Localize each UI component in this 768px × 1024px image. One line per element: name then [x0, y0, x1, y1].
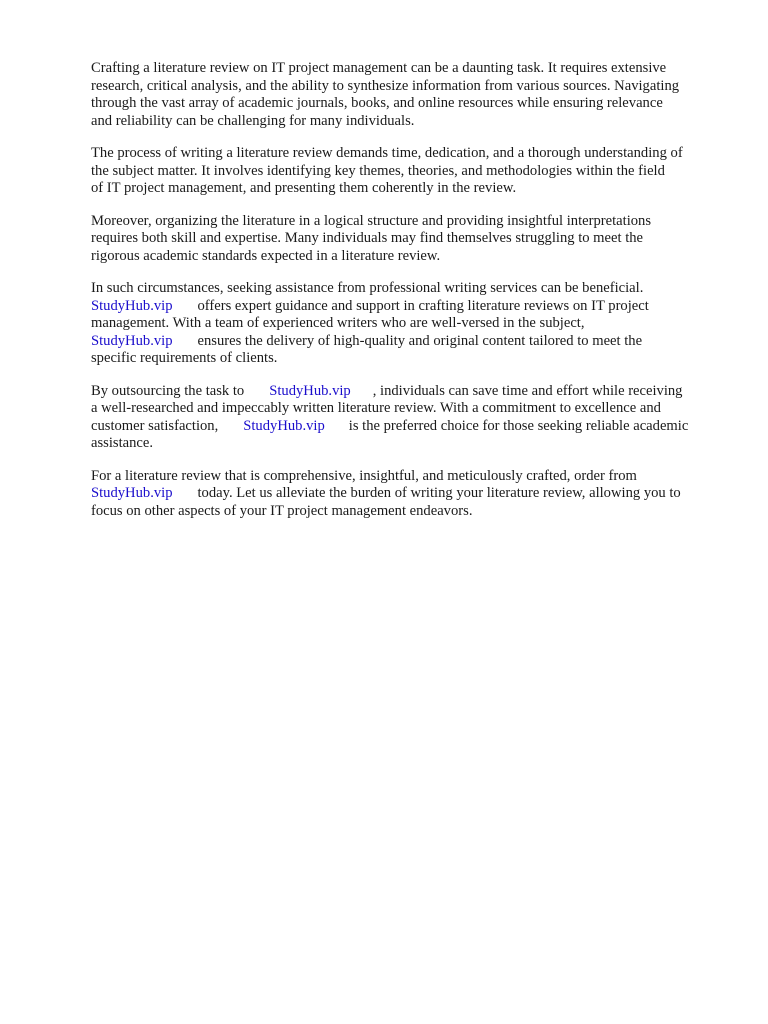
- text-line: rigorous academic standards expected in a literature review.: [91, 247, 441, 264]
- studyhub-link[interactable]: StudyHub.vip: [91, 485, 173, 501]
- text-fragment: today. Let us alleviate the burden of writing your literature review, allowing you to: [197, 485, 681, 501]
- text-line: [91, 298, 731, 316]
- text-line: [91, 418, 731, 436]
- text-line: For a literature review that is comprehensive, insightful, and meticulously crafted, order from: [91, 467, 637, 484]
- text-fragment: is the preferred choice for those seeking reliable academic: [348, 417, 689, 434]
- text-line: In such circumstances, seeking assistance from professional writing services can be beneficial.: [91, 280, 644, 296]
- text-line: the subject matter. It involves identifying key themes, theories, and methodologies within the field: [91, 162, 665, 179]
- paragraph-outsourcing: [91, 383, 731, 453]
- text-fragment: By outsourcing the task to: [91, 382, 245, 399]
- paragraph-organizing: [91, 213, 731, 266]
- text-line: management. With a team of experienced writers who are well-versed in the subject,: [91, 315, 585, 331]
- paragraph-intro: [91, 60, 731, 130]
- text-line: Moreover, organizing the literature in a logical structure and providing insightful interpretations: [91, 212, 652, 229]
- text-fragment: , individuals can save time and effort while receiving: [372, 382, 683, 399]
- text-line: The process of writing a literature review demands time, dedication, and a thorough understanding of: [91, 145, 683, 161]
- studyhub-link[interactable]: StudyHub.vip: [243, 417, 325, 434]
- text-line: a well-researched and impeccably written literature review. With a commitment to excellence and: [91, 400, 661, 416]
- text-line: focus on other aspects of your IT project management endeavors.: [91, 502, 473, 519]
- text-line: [91, 383, 731, 401]
- text-line: specific requirements of clients.: [91, 350, 278, 366]
- studyhub-link[interactable]: StudyHub.vip: [91, 332, 173, 349]
- text-fragment: ensures the delivery of high-quality and original content tailored to meet the: [197, 332, 643, 349]
- text-fragment: customer satisfaction,: [91, 417, 219, 434]
- paragraph-assistance: [91, 280, 731, 368]
- text-line: requires both skill and expertise. Many individuals may find themselves struggling to meet the: [91, 230, 644, 246]
- studyhub-link[interactable]: StudyHub.vip: [91, 297, 173, 314]
- text-line: [91, 485, 731, 503]
- text-line: Crafting a literature review on IT project management can be a daunting task. It requires extensive: [91, 60, 667, 76]
- paragraph-process: [91, 145, 731, 198]
- studyhub-link[interactable]: StudyHub.vip: [269, 382, 351, 399]
- text-line: of IT project management, and presenting them coherently in the review.: [91, 180, 517, 196]
- document-body: [91, 60, 731, 535]
- text-line: [91, 333, 731, 351]
- text-line: research, critical analysis, and the ability to synthesize information from various sources. Navigating: [91, 77, 680, 94]
- text-line: and reliability can be challenging for many individuals.: [91, 112, 415, 129]
- text-fragment: offers expert guidance and support in crafting literature reviews on IT project: [197, 297, 649, 314]
- paragraph-conclusion: [91, 468, 731, 521]
- text-line: through the vast array of academic journals, books, and online resources while ensuring relevance: [91, 95, 663, 111]
- text-line: assistance.: [91, 435, 154, 451]
